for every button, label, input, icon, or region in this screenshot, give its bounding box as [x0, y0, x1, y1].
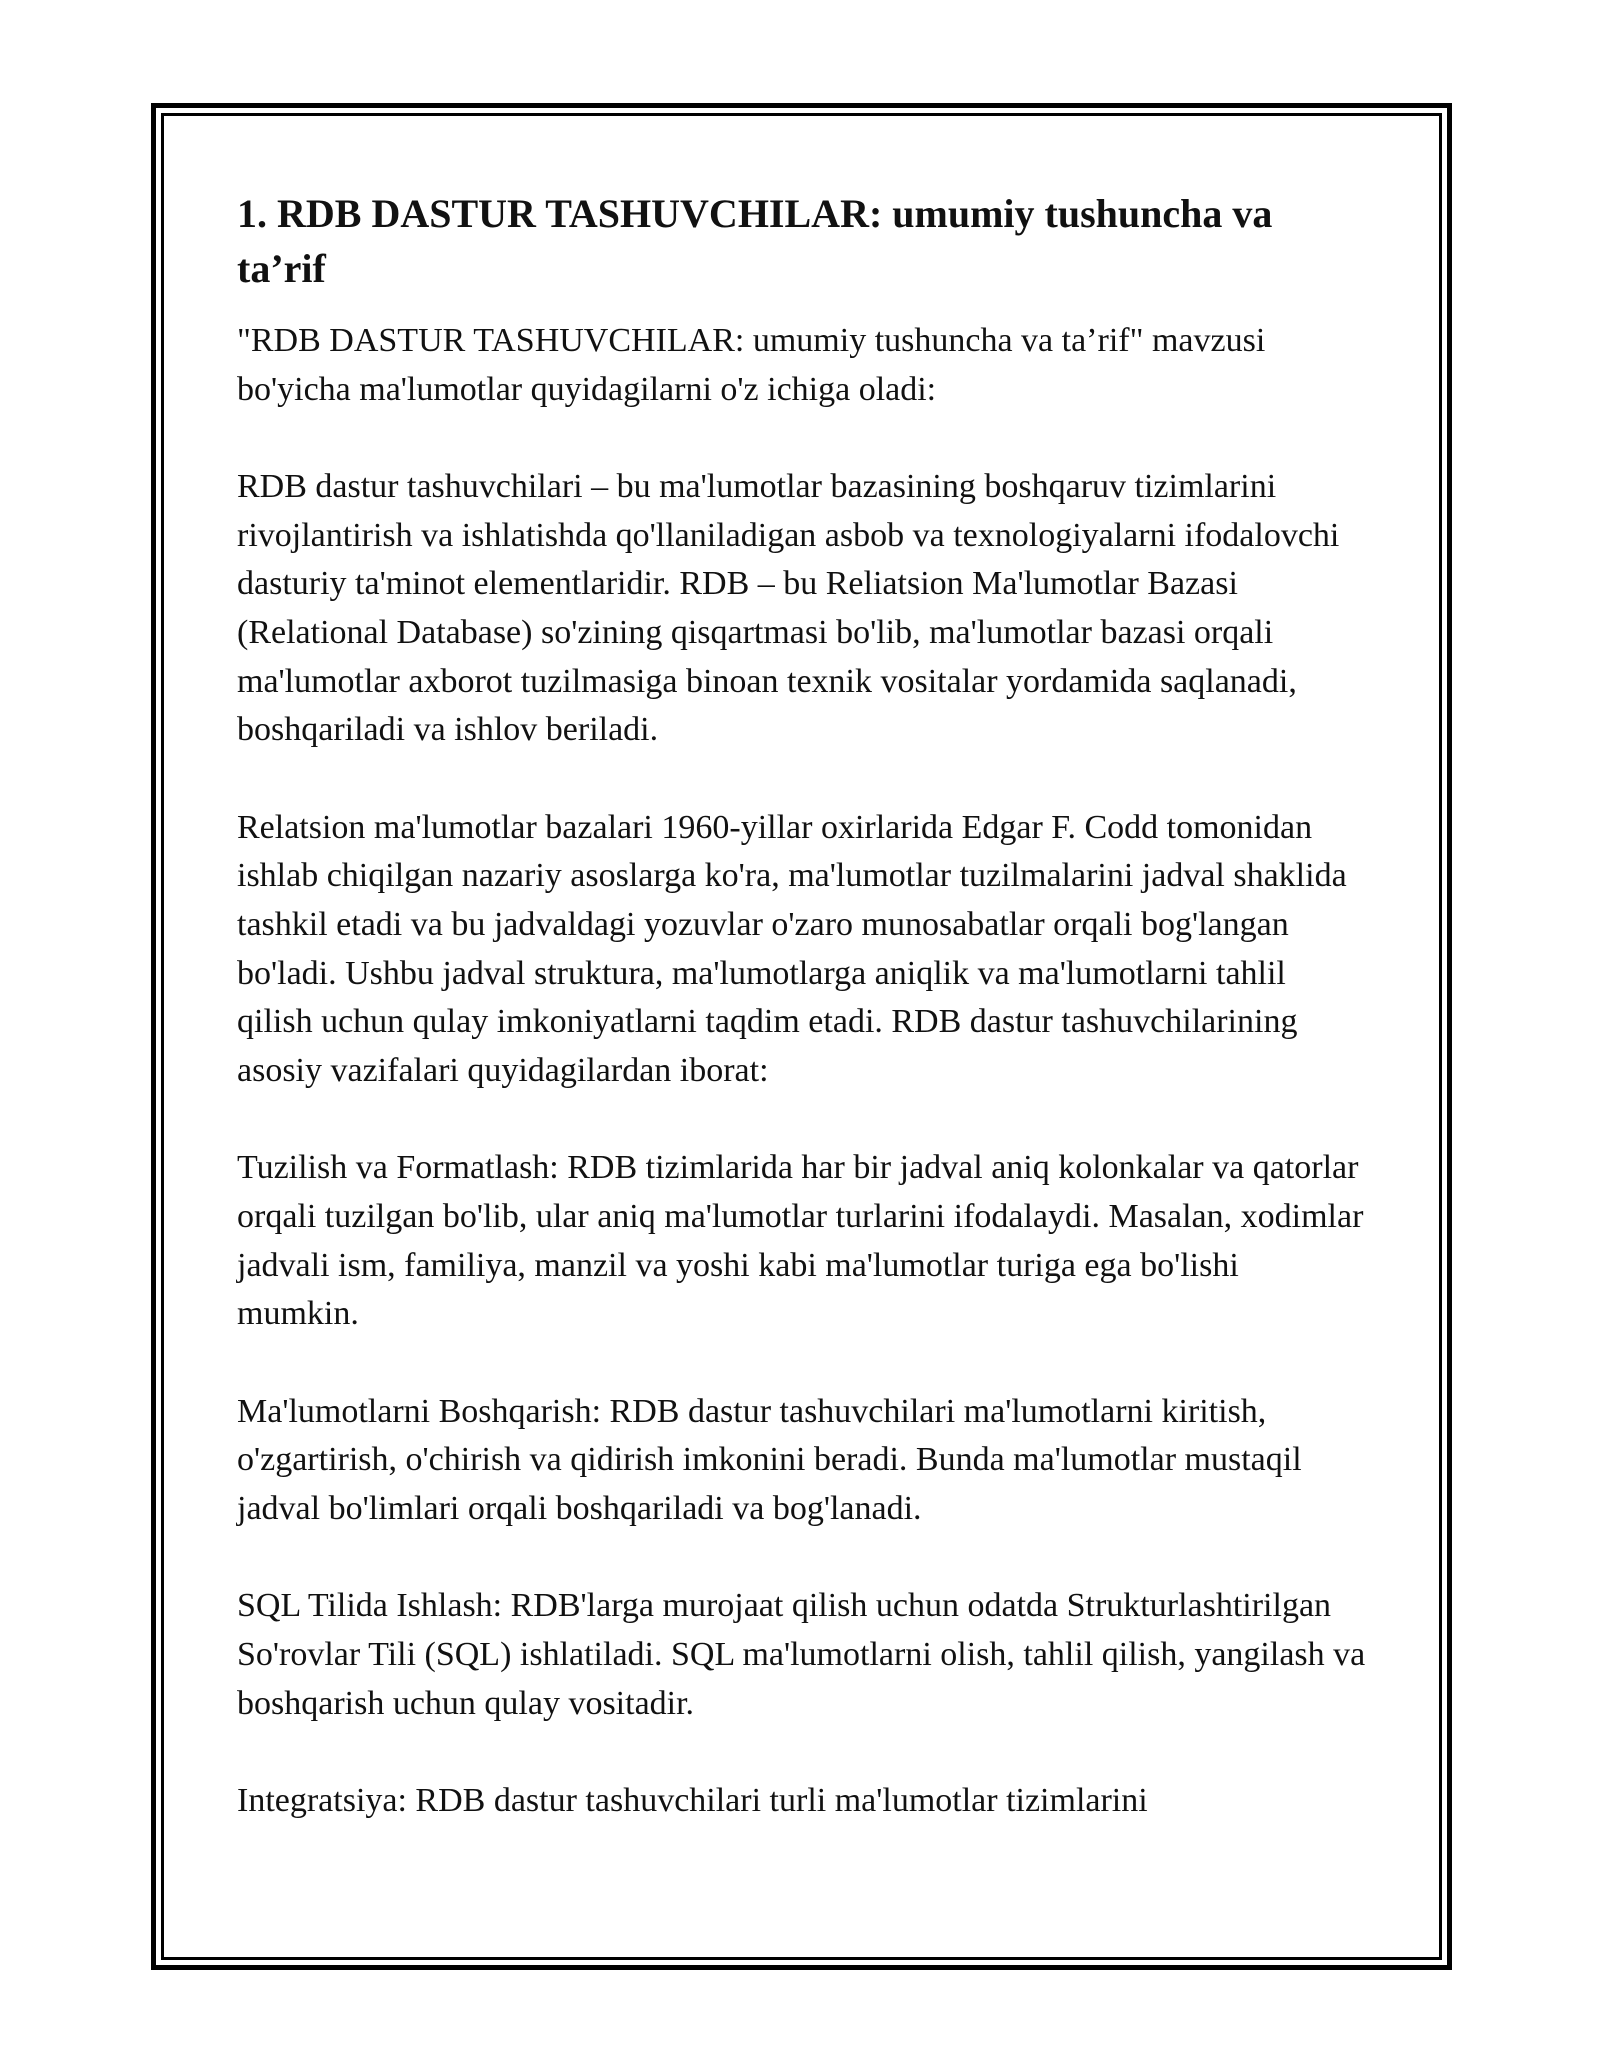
paragraph-structure: Tuzilish va Formatlash: RDB tizimlarida har bir jadval aniq kolonkalar va qatorlar orqali tuzilgan bo'lib, ular aniq ma'lumotlar turlarini ifodalaydi. Masalan, xodimlar jadvali ism, familiya, manzil va yoshi kabi ma'lumotlar turiga ega bo'lishi mumkin. [237, 1149, 1364, 1333]
paragraph-history: Relatsion ma'lumotlar bazalari 1960-yillar oxirlarida Edgar F. Codd tomonidan ishlab chiqilgan nazariy asoslarga ko'ra, ma'lumotlar tuzilmalarini jadval shaklida tashkil etadi va bu jadvaldagi yozuvlar o'zaro munosabatlar orqali bog'langan bo'ladi. Ushbu jadval struktura, ma'lumotlarga aniqlik va ma'lumotlarni tahlil qilish uchun qulay imkoniyatlarni taqdim etadi. RDB dastur tashuvchilarining asosiy vazifalari quyidagilardan iborat: [237, 808, 1347, 1089]
document-body [237, 186, 1367, 1875]
paragraph-definition: RDB dastur tashuvchilari – bu ma'lumotlar bazasining boshqaruv tizimlarini rivojlantirish va ishlatishda qo'llaniladigan asbob va texnologiyalarni ifodalovchi dasturiy ta'minot elementlaridir. RDB – bu Reliatsion Ma'lumotlar Bazasi (Relational Database) so'zining qisqartmasi bo'lib, ma'lumotlar bazasi orqali ma'lumotlar axborot tuzilmasiga binoan texnik vositalar yordamida saqlanadi, boshqariladi va ishlov beriladi. [237, 468, 1340, 749]
paragraph-integration: Integratsiya: RDB dastur tashuvchilari turli ma'lumotlar tizimlarini [237, 1782, 1148, 1820]
paragraph-sql: SQL Tilida Ishlash: RDB'larga murojaat qilish uchun odatda Strukturlashtirilgan So'rovlar Tili (SQL) ishlatiladi. SQL ma'lumotlarni olish, tahlil qilish, yangilash va boshqarish uchun qulay vositadir. [237, 1587, 1366, 1722]
section-heading: 1. RDB DASTUR TASHUVCHILAR: umumiy tushuncha va ta’rif [237, 191, 1273, 291]
paragraph-intro: "RDB DASTUR TASHUVCHILAR: umumiy tushuncha va ta’rif" mavzusi bo'yicha ma'lumotlar quyidagilarni o'z ichiga oladi: [237, 322, 1266, 408]
paragraph-management: Ma'lumotlarni Boshqarish: RDB dastur tashuvchilari ma'lumotlarni kiritish, o'zgartirish, o'chirish va qidirish imkonini beradi. Bunda ma'lumotlar mustaqil jadval bo'limlari orqali boshqariladi va bog'lanadi. [237, 1392, 1302, 1527]
